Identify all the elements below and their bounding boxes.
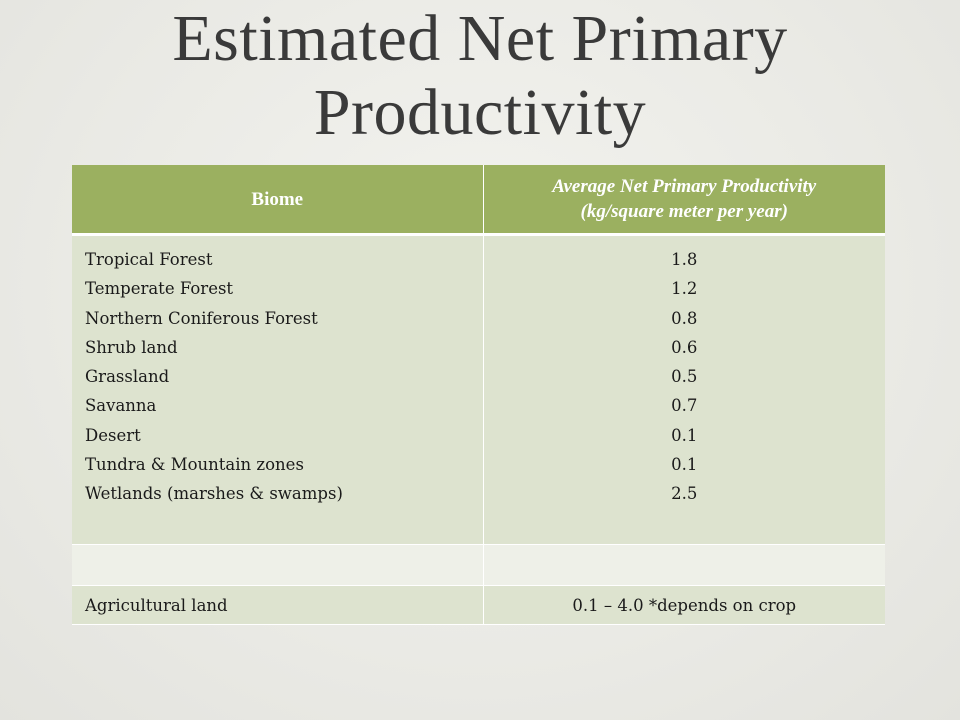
productivity-value: 0.6 (671, 337, 698, 357)
empty-cell (72, 545, 483, 586)
biome-name: Desert (85, 425, 141, 445)
productivity-value: 0.5 (671, 367, 698, 387)
productivity-value: 0.8 (671, 308, 698, 328)
biome-name: Savanna (85, 396, 157, 416)
productivity-value: 2.5 (671, 484, 698, 504)
table-row-agriculture (72, 586, 885, 625)
header-productivity-line-1: Average Net Primary Productivity (552, 176, 817, 197)
agriculture-biome-cell: Agricultural land (72, 586, 483, 625)
productivity-value: 1.8 (671, 250, 698, 269)
header-biome: Biome (72, 165, 483, 235)
agriculture-value-cell: 0.1 – 4.0 *depends on crop (483, 586, 885, 625)
empty-cell (483, 545, 885, 586)
productivity-table-container (72, 165, 885, 625)
table-header-row (72, 165, 885, 235)
biome-name: Tundra & Mountain zones (85, 455, 304, 475)
productivity-value: 0.1 (671, 425, 698, 445)
productivity-value: 1.2 (671, 279, 698, 299)
biome-name: Temperate Forest (85, 279, 234, 299)
slide-title (0, 2, 960, 150)
productivity-value: 0.1 (671, 455, 698, 475)
table-row (72, 235, 885, 545)
productivity-list-cell (483, 235, 885, 545)
productivity-table (72, 165, 885, 625)
slide-title-line-1: Estimated Net Primary (172, 2, 788, 75)
header-productivity-line-2: (kg/square meter per year) (580, 201, 788, 222)
biome-name: Shrub land (85, 337, 178, 357)
biome-name: Wetlands (marshes & swamps) (85, 484, 343, 504)
biome-list-cell (72, 235, 483, 545)
biome-name: Tropical Forest (85, 250, 213, 269)
table-row-empty (72, 545, 885, 586)
slide-title-line-2: Productivity (313, 76, 647, 149)
header-productivity (483, 165, 885, 235)
biome-name: Northern Coniferous Forest (85, 308, 318, 328)
productivity-value: 0.7 (671, 396, 698, 416)
biome-name: Grassland (85, 367, 170, 387)
